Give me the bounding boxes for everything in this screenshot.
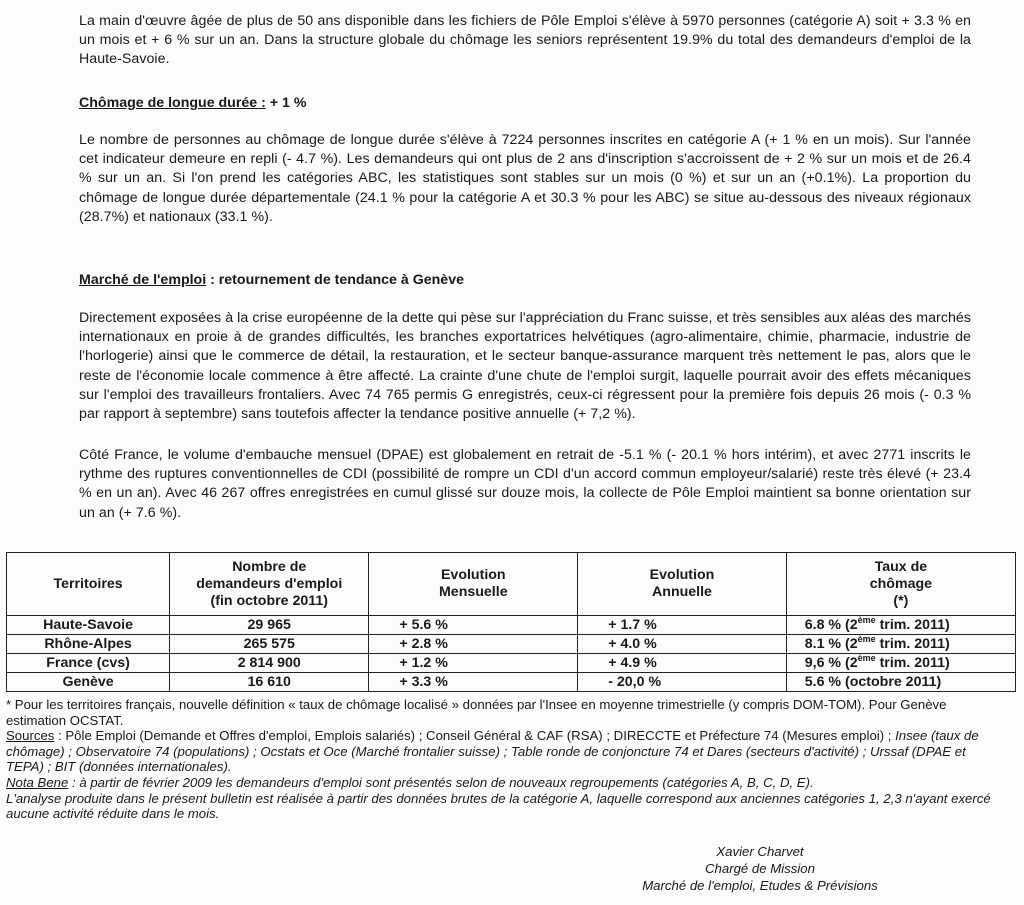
cell-mensuelle: + 2.8 % <box>369 635 578 654</box>
table-row <box>7 635 1016 654</box>
cell-nombre: 2 814 900 <box>170 654 369 673</box>
table-header-row <box>7 553 1016 616</box>
signature-dept: Marché de l'emploi, Etudes & Prévisions <box>642 878 878 893</box>
paragraph-marche-geneve: Directement exposées à la crise européenne de la dette qui pèse sur l'appréciation du Franc suisse, et très sensibles aux aléas des marchés internationaux en proie à de grandes difficultés, les branches exportatrices helvétiques (agro-alimentaire, chimie, pharmacie, industrie de l'horlogerie) ainsi que le commerce de détail, la restauration, et le secteur banque-assurance marquent très nettement le pas, alors que le reste de l'économie locale commence à être affecté. La crainte d'une chute de l'emploi surgit, laquelle pourrait avoir des effets mécaniques sur l'emploi des travailleurs frontaliers. Avec 74 765 permis G enregistrés, ceux-ci régressent pour la première fois depuis 26 mois (- 0.3 % par rapport à septembre) sans toutefois affecter la tendance positive annuelle (+ 7,2 %). <box>79 310 971 423</box>
cell-taux: 6.8 % (2ème trim. 2011) <box>786 616 1015 635</box>
cell-taux: 5.6 % (octobre 2011) <box>786 673 1015 692</box>
heading-longue-duree-value: + 1 % <box>265 95 307 111</box>
cell-mensuelle: + 5.6 % <box>369 616 578 635</box>
cell-taux: 9,6 % (2ème trim. 2011) <box>786 654 1015 673</box>
paragraph-seniors: La main d'œuvre âgée de plus de 50 ans disponible dans les fichiers de Pôle Emploi s'élève à 5970 personnes (catégorie A) soit + 3.3 % en un mois et + 6 % sur un an. Dans la structure globale du chômage les seniors représentent 19.9% du total des demandeurs d'emploi de la Haute-Savoie. <box>79 13 971 68</box>
heading-marche-title: Marché de l'emploi <box>79 272 207 288</box>
footnotes <box>6 697 1006 822</box>
cell-annuelle: + 1.7 % <box>578 616 787 635</box>
cell-nombre: 29 965 <box>170 616 369 635</box>
paragraph-longue-duree: Le nombre de personnes au chômage de longue durée s'élève à 7224 personnes inscrites en catégorie A (+ 1 % en un mois). Sur l'année cet indicateur demeure en repli (- 4.7 %). Les demandeurs qui ont plus de 2 ans d'inscription s'accroissent de + 2 % sur un mois et de 26.4 % sur un an. Si l'on prend les catégories ABC, les statistiques sont stables sur un mois (0 %) et sur un an (+0.1%). La proportion du chômage de longue durée départementale (24.1 % pour la catégorie A et 30.3 % pour les ABC) se situe au-dessous des niveaux régionaux (28.7%) et nationaux (33.1 %). <box>79 132 971 225</box>
unemployment-table <box>6 552 1016 692</box>
col-nombre: Nombre de demandeurs d'emploi (fin octobre 2011) <box>170 553 369 616</box>
cell-annuelle: + 4.0 % <box>578 635 787 654</box>
cell-territoire: France (cvs) <box>7 654 170 673</box>
cell-mensuelle: + 3.3 % <box>369 673 578 692</box>
cell-mensuelle: + 1.2 % <box>369 654 578 673</box>
heading-marche-emploi <box>79 271 464 290</box>
paragraph-marche-france: Côté France, le volume d'embauche mensuel (DPAE) est globalement en retrait de -5.1 % (- 20.1 % hors intérim), et avec 2771 inscrits le rythme des ruptures conventionnelles de CDI (possibilité de rompre un CDI d'un accord commun employeur/salarié) reste très élevé (+ 23.4 % en un an). Avec 46 267 offres enregistrées en cumul glissé sur douze mois, la collecte de Pôle Emploi maintient sa bonne orientation sur un an (+ 7.6 %). <box>79 447 971 521</box>
cell-annuelle: + 4.9 % <box>578 654 787 673</box>
analyse-note: L'analyse produite dans le présent bulletin est réalisée à partir des données brutes de la catégorie A, laquelle correspond aux anciennes catégories 1, 2,3 n'ayant exercé aucune activité réduite dans le mois. <box>6 790 991 822</box>
cell-taux: 8.1 % (2ème trim. 2011) <box>786 635 1015 654</box>
table-row <box>7 673 1016 692</box>
heading-marche-subtitle: : retournement de tendance à Genève <box>206 272 464 288</box>
cell-territoire: Rhône-Alpes <box>7 635 170 654</box>
cell-annuelle: - 20,0 % <box>578 673 787 692</box>
signature-role: Chargé de Mission <box>705 861 815 876</box>
signature-name: Xavier Charvet <box>716 844 804 859</box>
col-territoires: Territoires <box>7 553 170 616</box>
table-row <box>7 654 1016 673</box>
cell-nombre: 16 610 <box>170 673 369 692</box>
col-mensuelle: Evolution Mensuelle <box>369 553 578 616</box>
heading-longue-duree-title: Chômage de longue durée : <box>79 95 266 111</box>
signature <box>620 843 900 894</box>
col-taux: Taux de chômage (*) <box>786 553 1015 616</box>
cell-territoire: Genève <box>7 673 170 692</box>
heading-longue-duree <box>79 94 306 113</box>
sources: Sources : Pôle Emploi (Demande et Offres d'emploi, Emplois salariés) ; Conseil Général & CAF (RSA) ; DIRECCTE et Préfecture 74 (Mesures emploi) ; Insee (taux de chômage) ; Observatoire 74 (populations) ; Ocstats et Oce (Marché frontalier suisse) ; Table ronde de conjoncture 74 et Dares (secteurs d'activité) ; Urssaf (DPAE et TEPA) ; BIT (données internationales). <box>6 728 979 775</box>
nota-bene: Nota Bene : à partir de février 2009 les demandeurs d'emploi sont présentés selon de nouveaux regroupements (catégories A, B, C, D, E). <box>6 774 814 790</box>
cell-nombre: 265 575 <box>170 635 369 654</box>
col-annuelle: Evolution Annuelle <box>578 553 787 616</box>
cell-territoire: Haute-Savoie <box>7 616 170 635</box>
table-row <box>7 616 1016 635</box>
footnote-taux: * Pour les territoires français, nouvelle définition « taux de chômage localisé » données par l'Insee en moyenne trimestrielle (y compris DOM-TOM). Pour Genève estimation OCSTAT. <box>6 697 947 728</box>
